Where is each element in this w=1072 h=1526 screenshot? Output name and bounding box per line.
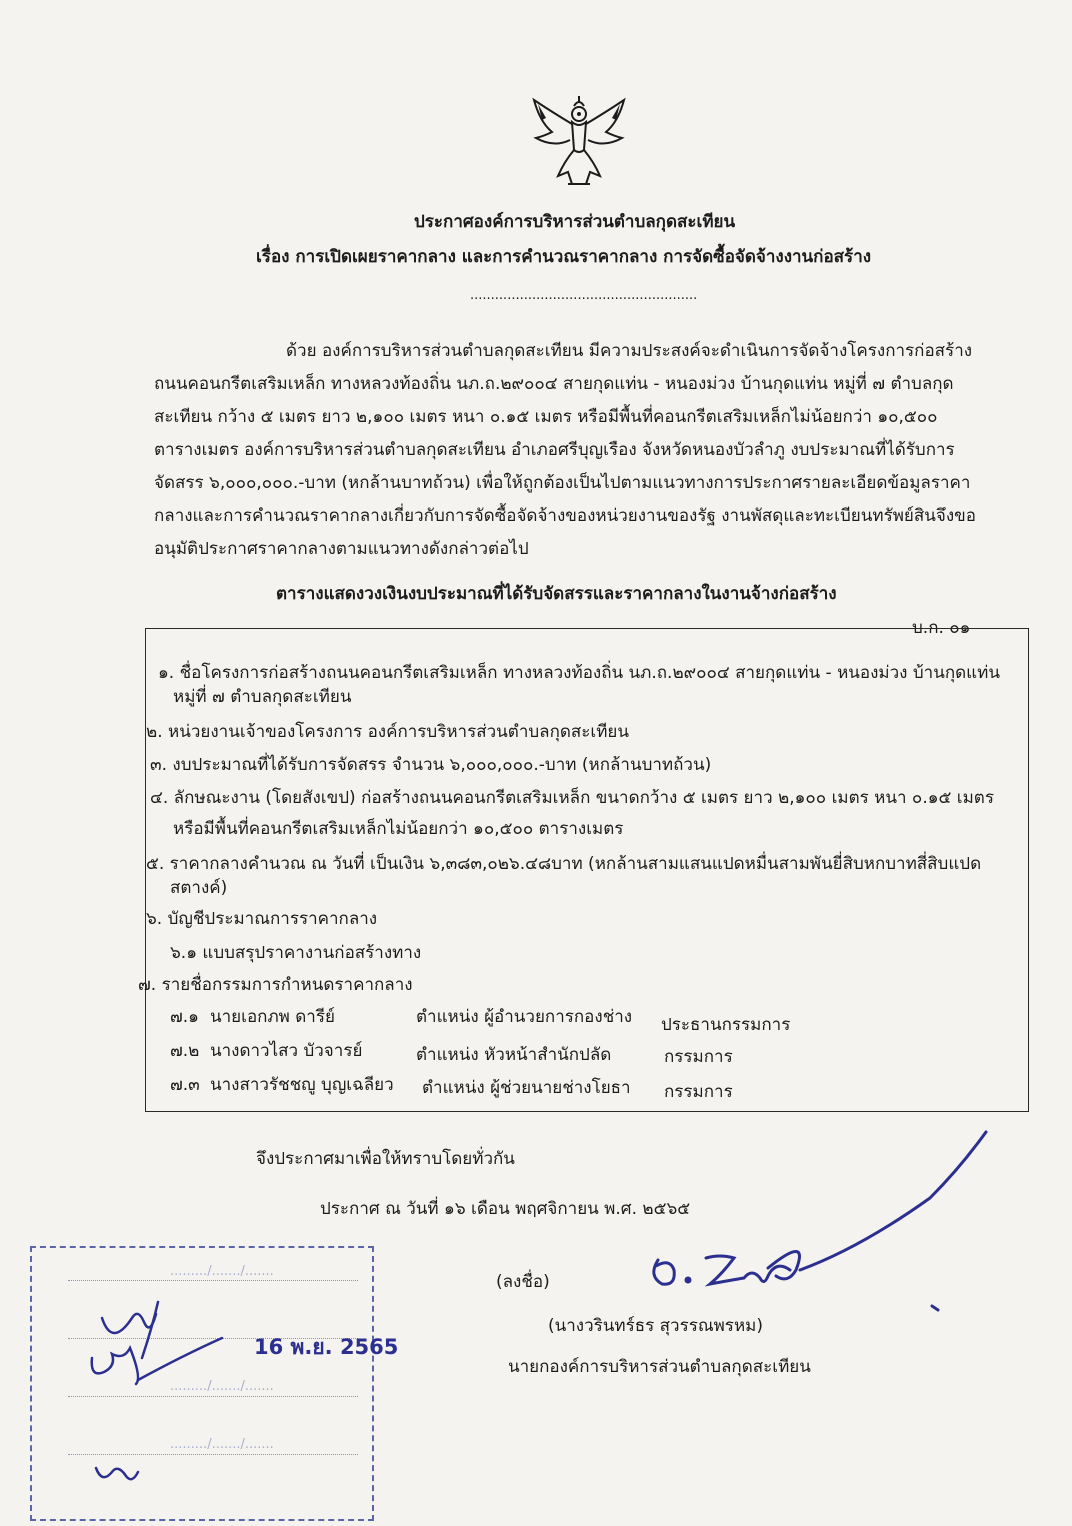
item-committee-heading: ๗. รายชื่อกรรมการกำหนดราคากลาง [138, 975, 413, 995]
signer-title: นายกองค์การบริหารส่วนตำบลกุดสะเทียน [508, 1357, 811, 1377]
intro-line: ถนนคอนกรีตเสริมเหล็ก ทางหลวงท้องถิ่น นภ.ถ.๒๙๐๐๔ สายกุดแท่น - หนองม่วง บ้านกุดแท่น หมู่ที่ ๗ ตำบลกุด [154, 374, 954, 394]
item-project-name-cont: หมู่ที่ ๗ ตำบลกุดสะเทียน [173, 687, 352, 707]
committee-no: ๗.๑ [170, 1007, 199, 1027]
committee-role: กรรมการ [664, 1047, 733, 1067]
garuda-emblem-icon [524, 92, 634, 192]
item-estimate-list: ๖. บัญชีประมาณการราคากลาง [146, 909, 378, 929]
intro-line: ด้วย องค์การบริหารส่วนตำบลกุดสะเทียน มีความประสงค์จะดำเนินการจัดจ้างโครงการก่อสร้าง [286, 341, 973, 361]
received-stamp: ........./......./....... ........./......./....... ........./......./....... 16 พ.ย. 2565 [30, 1246, 374, 1521]
signature-label: (ลงชื่อ) [496, 1272, 550, 1292]
signature-icon [640, 1108, 1020, 1338]
title-separator: ....................................................... [470, 288, 698, 303]
intro-line: อนุมัติประกาศราคากลางตามแนวทางดังกล่าวต่อไป [154, 539, 529, 559]
project-details-box [138, 628, 1029, 1112]
item-reference-price-cont: สตางค์) [170, 878, 228, 898]
item-budget: ๓. งบประมาณที่ได้รับการจัดสรร จำนวน ๖,๐๐๐,๐๐๐.-บาท (หกล้านบาทถ้วน) [150, 755, 712, 775]
committee-role: กรรมการ [664, 1082, 733, 1102]
item-work-description: ๔. ลักษณะงาน (โดยสังเขป) ก่อสร้างถนนคอนกรีตเสริมเหล็ก ขนาดกว้าง ๕ เมตร ยาว ๒,๑๐๐ เมตร หนา ๐.๑๕ เมตร [150, 788, 994, 808]
closing-announcement: จึงประกาศมาเพื่อให้ทราบโดยทั่วกัน [256, 1149, 515, 1169]
committee-no: ๗.๓ [170, 1075, 200, 1095]
signer-name: (นางวรินทร์ธร สุวรรณพรหม) [548, 1316, 763, 1336]
item-reference-price: ๕. ราคากลางคำนวณ ณ วันที่ เป็นเงิน ๖,๓๘๓,๐๒๖.๔๘บาท (หกล้านสามแสนแปดหมื่นสามพันยี่สิบหกบาทสี่สิบแปด [146, 854, 982, 874]
form-code: บ.ก. ๐๑ [912, 618, 971, 638]
stamp-date: 16 พ.ย. 2565 [254, 1335, 399, 1359]
item-work-description-cont: หรือมีพื้นที่คอนกรีตเสริมเหล็กไม่น้อยกว่า ๑๐,๕๐๐ ตารางเมตร [173, 819, 624, 839]
announcement-title: ประกาศองค์การบริหารส่วนตำบลกุดสะเทียน [414, 212, 736, 232]
committee-name: นางสาวรัชชญู บุญเฉลียว [210, 1075, 394, 1095]
intro-line: ตารางเมตร องค์การบริหารส่วนตำบลกุดสะเทียน อำเภอศรีบุญเรือง จังหวัดหนองบัวลำภู งบประมาณที่ได้รับการ [154, 440, 955, 460]
table-title: ตารางแสดงวงเงินงบประมาณที่ได้รับจัดสรรและราคากลางในงานจ้างก่อสร้าง [276, 584, 837, 604]
intro-line: จัดสรร ๖,๐๐๐,๐๐๐.-บาท (หกล้านบาทถ้วน) เพื่อให้ถูกต้องเป็นไปตามแนวทางการประกาศรายละเอียดข้อมูลราคา [154, 473, 971, 493]
intro-line: กลางและการคำนวณราคากลางเกี่ยวกับการจัดซื้อจัดจ้างของหน่วยงานของรัฐ งานพัสดุและทะเบียนทรัพย์สินจึงขอ [154, 506, 976, 526]
announcement-date: ประกาศ ณ วันที่ ๑๖ เดือน พฤศจิกายน พ.ศ. ๒๕๖๕ [320, 1199, 691, 1219]
item-estimate-summary: ๖.๑ แบบสรุปราคางานก่อสร้างทาง [170, 943, 422, 963]
item-agency: ๒. หน่วยงานเจ้าของโครงการ องค์การบริหารส่วนตำบลกุดสะเทียน [146, 722, 630, 742]
committee-position: ตำแหน่ง หัวหน้าสำนักปลัด [416, 1045, 612, 1065]
committee-position: ตำแหน่ง ผู้ช่วยนายช่างโยธา [422, 1078, 631, 1098]
committee-name: นายเอกภพ ดารีย์ [210, 1007, 335, 1027]
intro-line: สะเทียน กว้าง ๕ เมตร ยาว ๒,๑๐๐ เมตร หนา ๐.๑๕ เมตร หรือมีพื้นที่คอนกรีตเสริมเหล็กไม่น้อยกว่า ๑๐,๕๐๐ [154, 407, 938, 427]
initial-signature-icon [72, 1288, 272, 1498]
announcement-subject: เรื่อง การเปิดเผยราคากลาง และการคำนวณราคากลาง การจัดซื้อจัดจ้างงานก่อสร้าง [256, 247, 872, 267]
committee-name: นางดาวไสว บัวจารย์ [210, 1041, 363, 1061]
item-project-name: ๑. ชื่อโครงการก่อสร้างถนนคอนกรีตเสริมเหล็ก ทางหลวงท้องถิ่น นภ.ถ.๒๙๐๐๔ สายกุดแท่น - หนองม่วง บ้านกุดแท่น [158, 663, 1000, 683]
committee-no: ๗.๒ [170, 1041, 200, 1061]
committee-position: ตำแหน่ง ผู้อำนวยการกองช่าง [416, 1007, 633, 1027]
committee-role: ประธานกรรมการ [661, 1015, 791, 1035]
